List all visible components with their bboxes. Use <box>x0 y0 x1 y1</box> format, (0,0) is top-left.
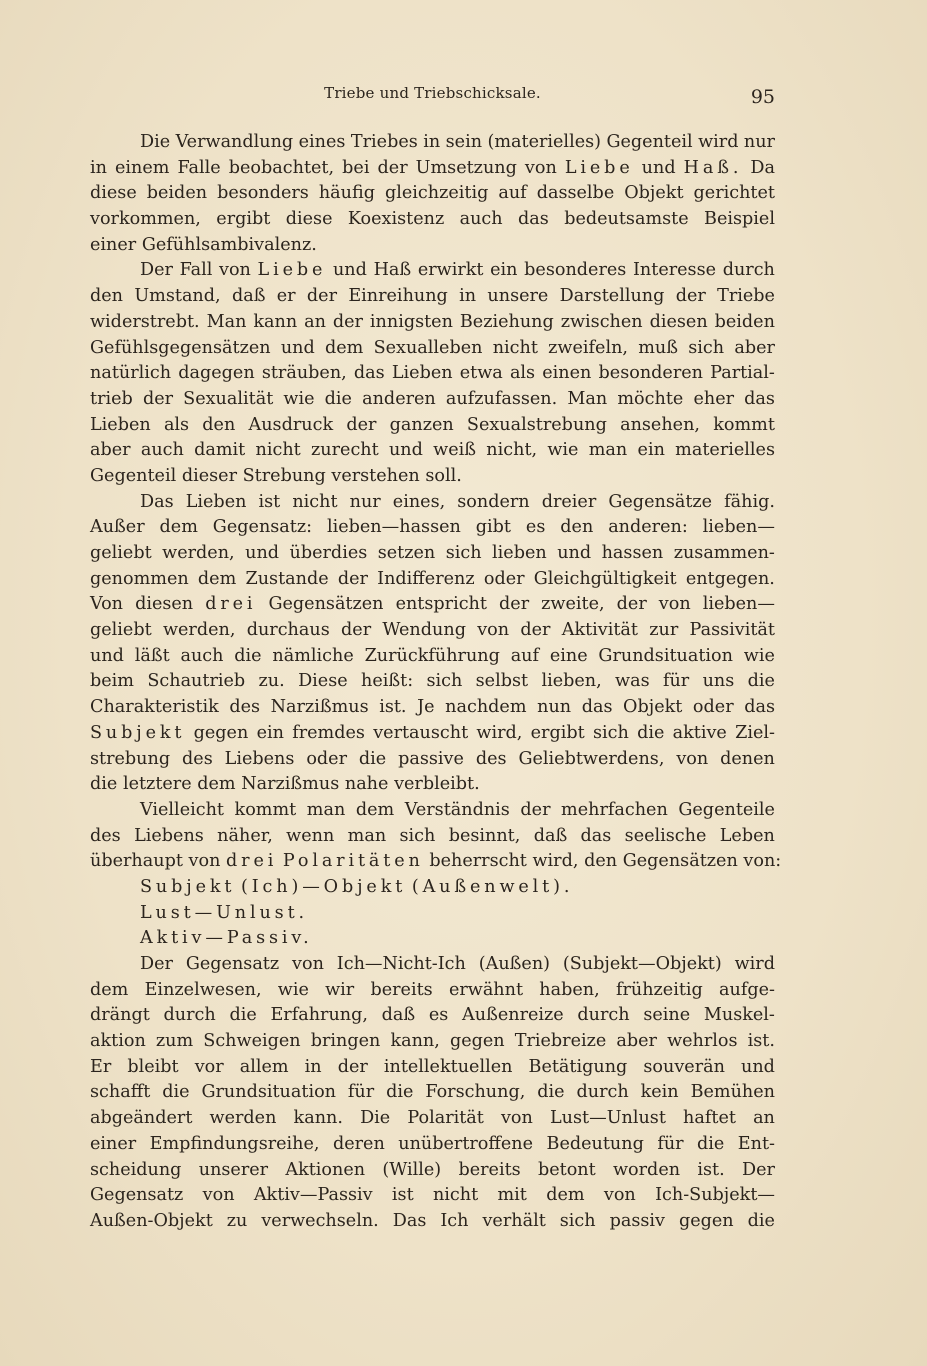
text-line: Außer dem Gegensatz: lieben—hassen gibt es den anderen: lieben— <box>90 517 775 538</box>
text-line: Er bleibt vor allem in der intellektuellen Betätigung souverän und <box>90 1056 775 1077</box>
text-line: des Liebens näher, wenn man sich besinnt, daß das seelische Leben <box>90 825 775 846</box>
text-line: Die Verwandlung eines Triebes in sein (materielles) Gegenteil wird nur <box>140 132 775 152</box>
text-line: und läßt auch die nämliche Zurückführung auf eine Grundsituation wie <box>90 645 775 666</box>
text-line: Gefühlsgegensätzen und dem Sexualleben nicht zweifeln, muß sich aber <box>90 337 775 358</box>
text-line: aktion zum Schweigen bringen kann, gegen Triebreize aber wehrlos ist. <box>90 1031 775 1052</box>
text-line: geliebt werden, und überdies setzen sich lieben und hassen zusammen- <box>90 543 775 563</box>
text-line: aber auch damit nicht zurecht und weiß nicht, wie man ein materielles <box>90 440 775 461</box>
text-line: genommen dem Zustande der Indifferenz oder Gleichgültigkeit entgegen. <box>90 568 775 589</box>
text-line: Der Gegensatz von Ich—Nicht-Ich (Außen) (Subjekt—Objekt) wird <box>140 954 775 974</box>
running-head: Triebe und Triebschicksale. <box>324 84 541 102</box>
text-line: einer Gefühlsambivalenz. <box>90 234 317 255</box>
text-line: Charakteristik des Narzißmus ist. Je nachdem nun das Objekt oder das <box>90 697 775 718</box>
text-line: den Umstand, daß er der Einreihung in unsere Darstellung der Triebe <box>90 286 775 307</box>
text-line: Gegenteil dieser Strebung verstehen soll. <box>90 465 462 486</box>
text-line: abgeändert werden kann. Die Polarität von Lust—Unlust haftet an <box>90 1108 775 1129</box>
text-line: Subjekt gegen ein fremdes vertauscht wird, ergibt sich die aktive Ziel- <box>90 722 775 743</box>
text-line: scheidung unserer Aktionen (Wille) bereits betont worden ist. Der <box>90 1159 775 1180</box>
text-line: beim Schautrieb zu. Diese heißt: sich selbst lieben, was für uns die <box>90 671 775 692</box>
text-line: die letztere dem Narzißmus nahe verbleibt. <box>90 774 480 795</box>
text-line: Gegensatz von Aktiv—Passiv ist nicht mit dem von Ich-Subjekt— <box>90 1185 775 1206</box>
page-header <box>90 80 775 110</box>
text-line: dem Einzelwesen, wie wir bereits erwähnt haben, frühzeitig aufge- <box>90 979 775 1000</box>
text-line: drängt durch die Erfahrung, daß es Außenreize durch seine Muskel- <box>90 1005 775 1026</box>
text-line: Von diesen drei Gegensätzen entspricht der zweite, der von lieben— <box>90 594 775 615</box>
text-line: widerstrebt. Man kann an der innigsten Beziehung zwischen diesen beiden <box>90 311 775 332</box>
text-line: Lieben als den Ausdruck der ganzen Sexualstrebung ansehen, kommt <box>90 414 775 435</box>
text-line: Vielleicht kommt man dem Verständnis der mehrfachen Gegenteile <box>140 799 775 820</box>
text-line: Der Fall von Liebe und Haß erwirkt ein besonderes Interesse durch <box>140 260 775 281</box>
text-line: vorkommen, ergibt diese Koexistenz auch das bedeutsamste Beispiel <box>90 209 775 230</box>
text-line: strebung des Liebens oder die passive des Geliebtwerdens, von denen <box>90 748 775 769</box>
text-line: geliebt werden, durchaus der Wendung von der Aktivität zur Passivität <box>90 620 775 641</box>
body-text <box>90 130 782 1235</box>
text-line: trieb der Sexualität wie die anderen aufzufassen. Man möchte eher das <box>90 388 775 409</box>
text-line: Aktiv—Passiv. <box>140 928 313 949</box>
text-line: Außen-Objekt zu verwechseln. Das Ich verhält sich passiv gegen die <box>90 1210 775 1231</box>
page-number: 95 <box>750 86 775 108</box>
text-line: Lust—Unlust. <box>140 902 308 923</box>
text-line: natürlich dagegen sträuben, das Lieben etwa als einen besonderen Partial- <box>90 363 775 384</box>
text-line: in einem Falle beobachtet, bei der Umsetzung von Liebe und Haß. Da <box>90 157 775 178</box>
text-line: einer Empfindungsreihe, deren unübertroffene Bedeutung für die Ent- <box>90 1133 775 1154</box>
text-line: diese beiden besonders häufig gleichzeitig auf dasselbe Objekt gerichtet <box>90 183 775 204</box>
text-line: schafft die Grundsituation für die Forschung, die durch kein Bemühen <box>90 1082 775 1103</box>
text-line: überhaupt von drei Polaritäten beherrscht wird, den Gegensätzen von: <box>90 851 782 872</box>
text-line: Subjekt (Ich)—Objekt (Außenwelt). <box>140 876 574 897</box>
text-line: Das Lieben ist nicht nur eines, sondern dreier Gegensätze fähig. <box>140 491 775 512</box>
